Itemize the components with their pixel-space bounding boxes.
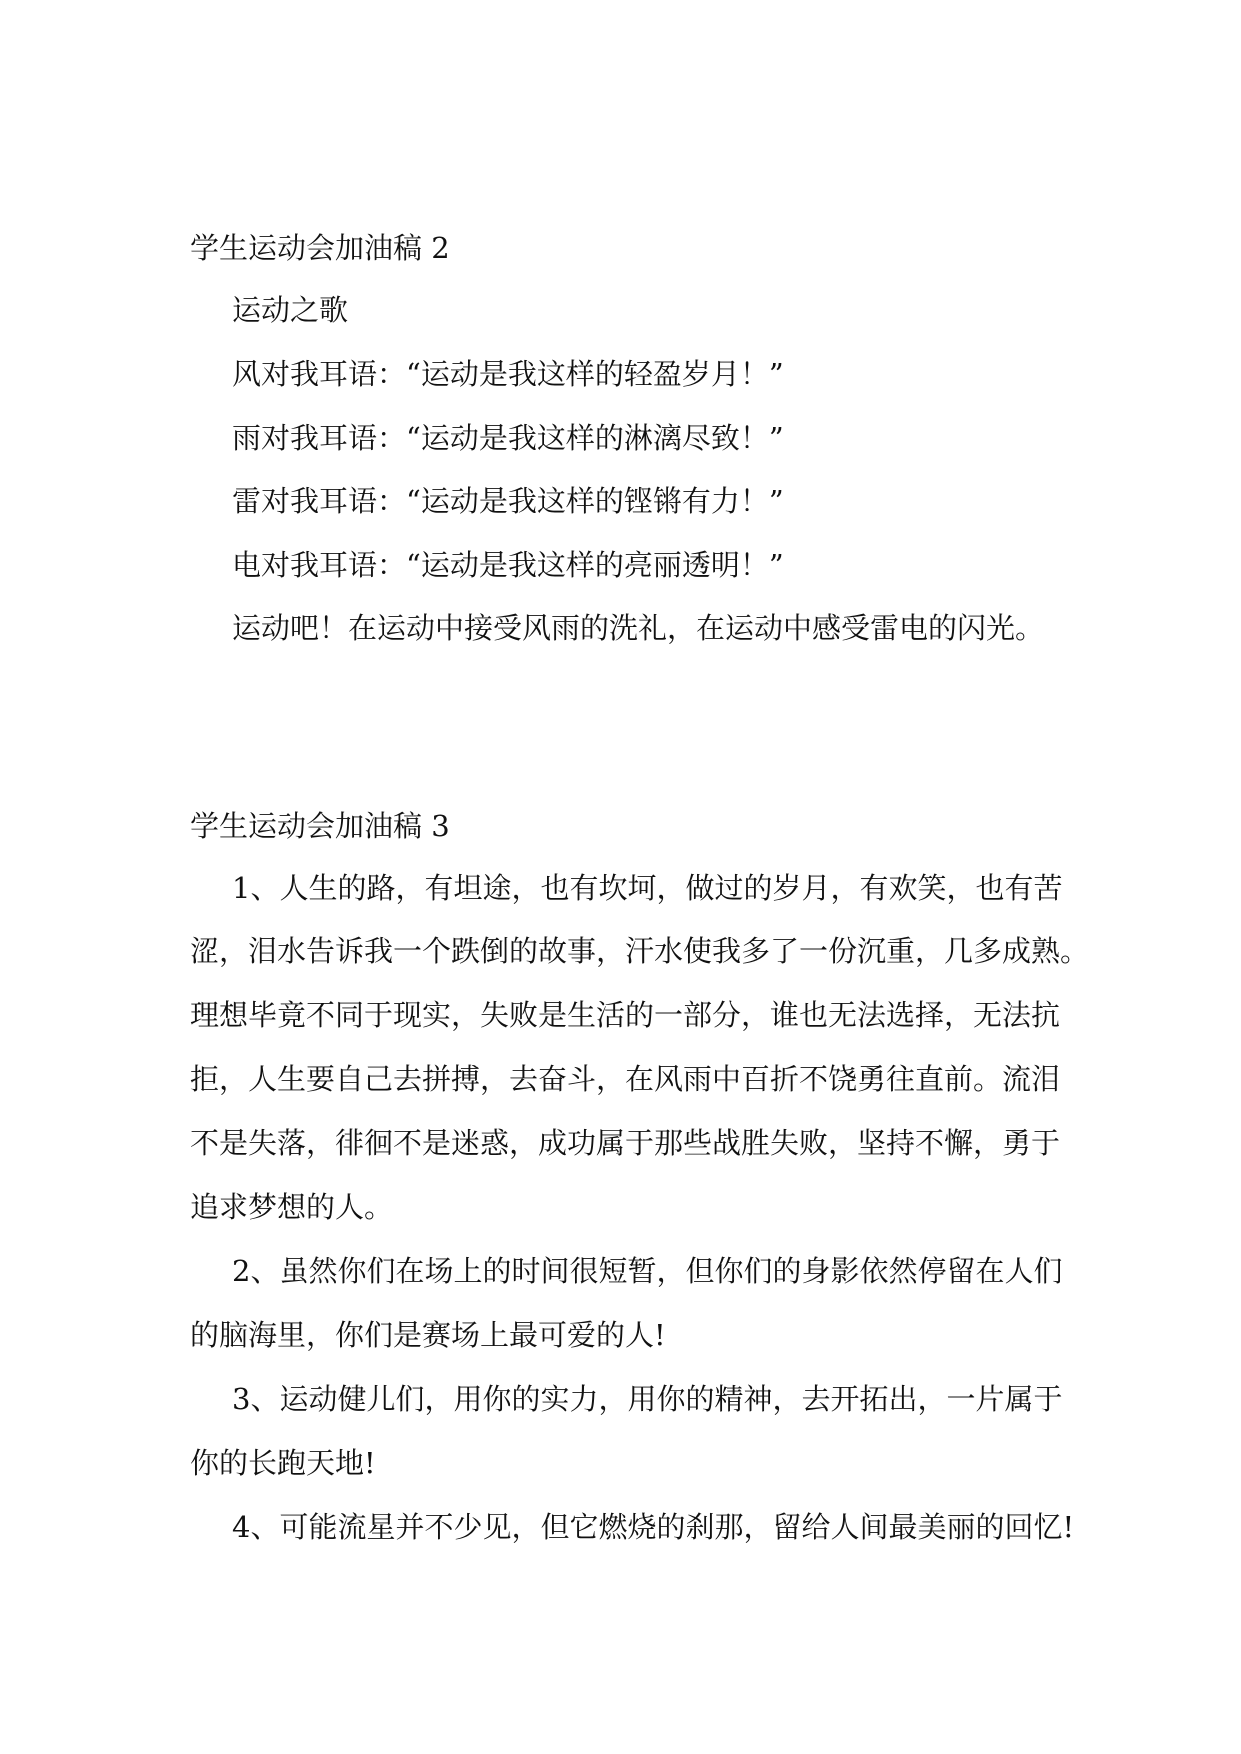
poem-line: 雨对我耳语：“运动是我这样的淋漓尽致！”: [232, 421, 784, 455]
paragraph-line: 不是失落，徘徊不是迷惑，成功属于那些战胜失败，坚持不懈，勇于: [190, 1126, 1061, 1160]
paragraph-line: 2、虽然你们在场上的时间很短暂，但你们的身影依然停留在人们: [232, 1254, 1063, 1288]
paragraph-line: 涩，泪水告诉我一个跌倒的故事，汗水使我多了一份沉重，几多成熟。: [190, 934, 1090, 968]
paragraph-line: 3、运动健儿们，用你的实力，用你的精神，去开拓出，一片属于: [232, 1382, 1063, 1416]
poem-line: 风对我耳语：“运动是我这样的轻盈岁月！”: [232, 357, 784, 391]
paragraph-line: 理想毕竟不同于现实，失败是生活的一部分，谁也无法选择，无法抗: [190, 998, 1061, 1032]
poem-line: 电对我耳语：“运动是我这样的亮丽透明！”: [232, 548, 784, 582]
poem-title: 运动之歌: [232, 293, 349, 327]
paragraph-line: 拒，人生要自己去拼搏，去奋斗，在风雨中百折不饶勇往直前。流泪: [190, 1062, 1061, 1096]
poem-closing-line: 运动吧！在运动中接受风雨的洗礼，在运动中感受雷电的闪光。: [232, 611, 1045, 645]
paragraph-line: 追求梦想的人。: [190, 1190, 394, 1224]
paragraph-line: 1、人生的路，有坦途，也有坎坷，做过的岁月，有欢笑，也有苦: [232, 871, 1063, 905]
paragraph-line: 你的长跑天地!: [190, 1446, 376, 1480]
paragraph-line: 4、可能流星并不少见，但它燃烧的刹那，留给人间最美丽的回忆!: [232, 1510, 1075, 1544]
poem-line: 雷对我耳语：“运动是我这样的铿锵有力！”: [232, 484, 784, 518]
section-3-heading: 学生运动会加油稿 3: [190, 809, 450, 843]
section-2-heading: 学生运动会加油稿 2: [190, 231, 450, 265]
paragraph-line: 的脑海里，你们是赛场上最可爱的人!: [190, 1318, 666, 1352]
